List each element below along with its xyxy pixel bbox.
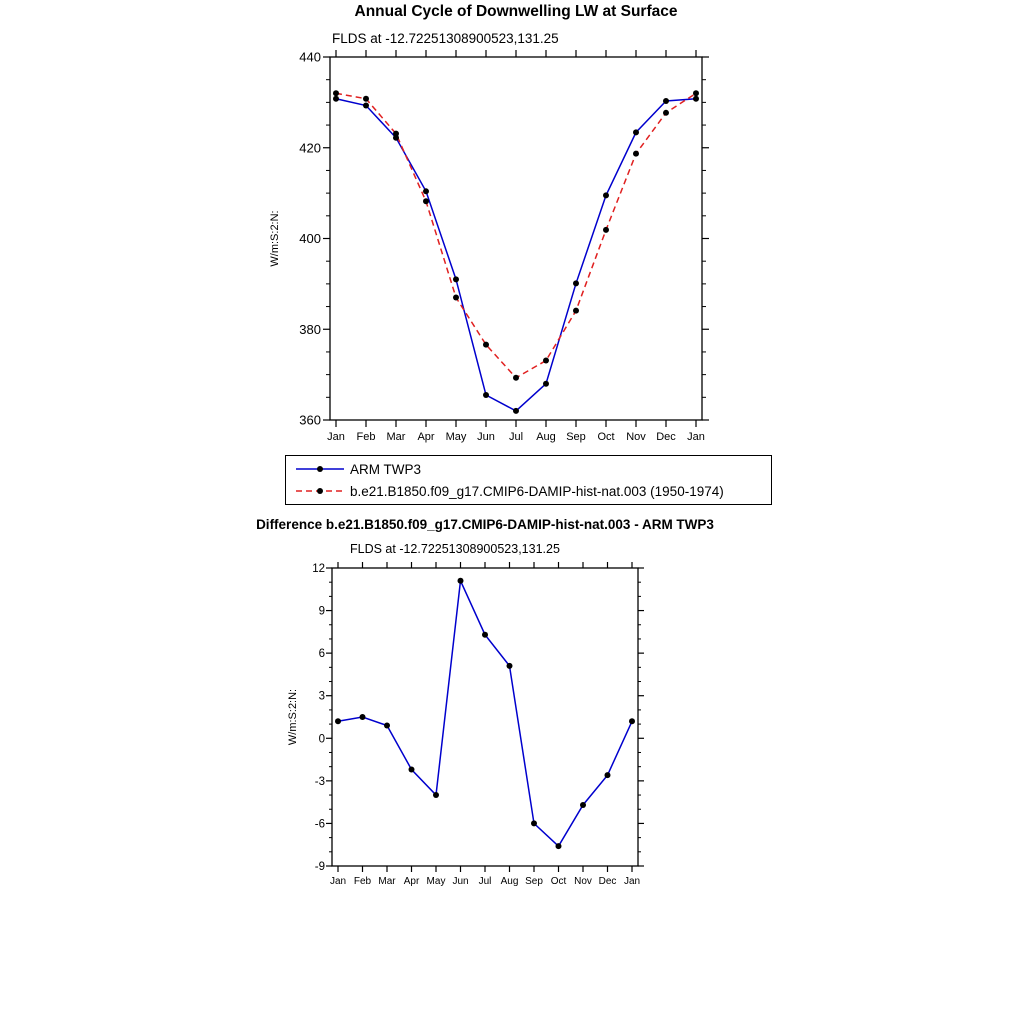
data-point	[629, 718, 635, 724]
y-tick-label: 420	[299, 140, 321, 156]
data-point	[663, 110, 669, 116]
x-tick-label: Oct	[597, 431, 615, 443]
legend-line-sample-solid	[294, 462, 346, 476]
data-point	[531, 820, 537, 826]
chart2-subtitle: FLDS at -12.72251308900523,131.25	[350, 542, 560, 556]
data-point	[507, 663, 513, 669]
chart2-title: Difference b.e21.B1850.f09_g17.CMIP6-DAMIP-hist-nat.003 - ARM TWP3	[256, 517, 714, 532]
x-tick-label: Mar	[378, 876, 396, 887]
x-tick-label: Dec	[656, 431, 676, 443]
chart1-title: Annual Cycle of Downwelling LW at Surface	[354, 3, 678, 20]
data-point	[483, 392, 489, 398]
difference-chart	[260, 560, 690, 894]
data-point	[556, 843, 562, 849]
y-axis-label: W/m:S:2:N:	[287, 688, 299, 746]
data-point	[458, 578, 464, 584]
x-tick-label: Oct	[550, 876, 567, 887]
data-point	[453, 276, 459, 282]
y-tick-label: 12	[312, 563, 325, 576]
data-point	[423, 188, 429, 194]
plot-frame	[330, 57, 702, 420]
x-tick-label: Jun	[477, 431, 495, 443]
data-point	[693, 90, 699, 96]
plot-frame	[332, 568, 638, 866]
data-point	[453, 294, 459, 300]
x-tick-label: Jan	[329, 876, 347, 887]
series-line-1	[336, 93, 696, 378]
x-tick-label: Apr	[417, 431, 435, 443]
x-tick-label: Apr	[403, 876, 420, 887]
y-tick-label: 6	[318, 648, 325, 661]
y-tick-label: 360	[299, 412, 321, 428]
data-point	[580, 802, 586, 808]
legend-line-sample-dashed	[294, 484, 346, 498]
data-point	[360, 714, 366, 720]
chart1-subtitle: FLDS at -12.72251308900523,131.25	[332, 31, 559, 46]
data-point	[483, 342, 489, 348]
data-point	[633, 151, 639, 157]
x-tick-label: Feb	[356, 431, 376, 443]
y-axis-label: W/m:S:2:N:	[269, 210, 281, 267]
x-tick-label: Nov	[626, 431, 646, 443]
y-tick-label: 380	[299, 321, 321, 337]
y-tick-label: 0	[318, 733, 325, 746]
data-point	[513, 375, 519, 381]
x-tick-label: Jun	[452, 876, 469, 887]
x-tick-label: Jul	[508, 431, 524, 443]
data-point	[603, 227, 609, 233]
legend-item-arm	[294, 458, 771, 480]
data-point	[363, 96, 369, 102]
data-point	[693, 96, 699, 102]
legend-marker	[317, 488, 323, 494]
x-tick-label: May	[426, 876, 446, 887]
annual-cycle-chart	[250, 45, 790, 455]
x-tick-label: May	[445, 431, 467, 443]
data-point	[393, 131, 399, 137]
x-tick-label: Jul	[478, 876, 492, 887]
data-point	[384, 723, 390, 729]
data-point	[423, 198, 429, 204]
data-point	[603, 192, 609, 198]
data-point	[633, 129, 639, 135]
data-point	[335, 718, 341, 724]
legend-item-model	[294, 480, 771, 502]
legend-marker	[317, 466, 323, 472]
x-tick-label: Sep	[525, 876, 543, 887]
x-tick-label: Feb	[353, 876, 372, 887]
data-point	[333, 90, 339, 96]
y-tick-label: -3	[314, 775, 325, 788]
data-point	[513, 408, 519, 414]
data-point	[482, 632, 488, 638]
legend-label-arm: ARM TWP3	[350, 461, 422, 477]
series-line-0	[338, 581, 632, 846]
data-point	[605, 772, 611, 778]
legend	[285, 455, 772, 505]
x-tick-label: Aug	[500, 876, 519, 887]
x-tick-label: Mar	[386, 431, 406, 443]
x-tick-label: Sep	[566, 431, 586, 443]
y-tick-label: -9	[314, 861, 325, 874]
data-point	[573, 280, 579, 286]
y-tick-label: 400	[299, 231, 321, 247]
x-tick-label: Jan	[687, 431, 705, 443]
legend-label-model: b.e21.B1850.f09_g17.CMIP6-DAMIP-hist-nat.003 (1950-1974)	[350, 483, 724, 499]
data-point	[573, 308, 579, 314]
y-tick-label: 3	[318, 690, 325, 703]
data-point	[433, 792, 439, 798]
x-tick-label: Nov	[574, 876, 592, 887]
data-point	[363, 103, 369, 109]
x-tick-label: Aug	[536, 431, 556, 443]
data-point	[543, 358, 549, 364]
data-point	[409, 767, 415, 773]
data-point	[663, 98, 669, 104]
y-tick-label: 9	[318, 605, 325, 618]
y-tick-label: -6	[314, 818, 325, 831]
x-tick-label: Jan	[623, 876, 641, 887]
x-tick-label: Jan	[327, 431, 345, 443]
x-tick-label: Dec	[598, 876, 617, 887]
y-tick-label: 440	[299, 49, 321, 65]
data-point	[333, 96, 339, 102]
data-point	[543, 381, 549, 387]
